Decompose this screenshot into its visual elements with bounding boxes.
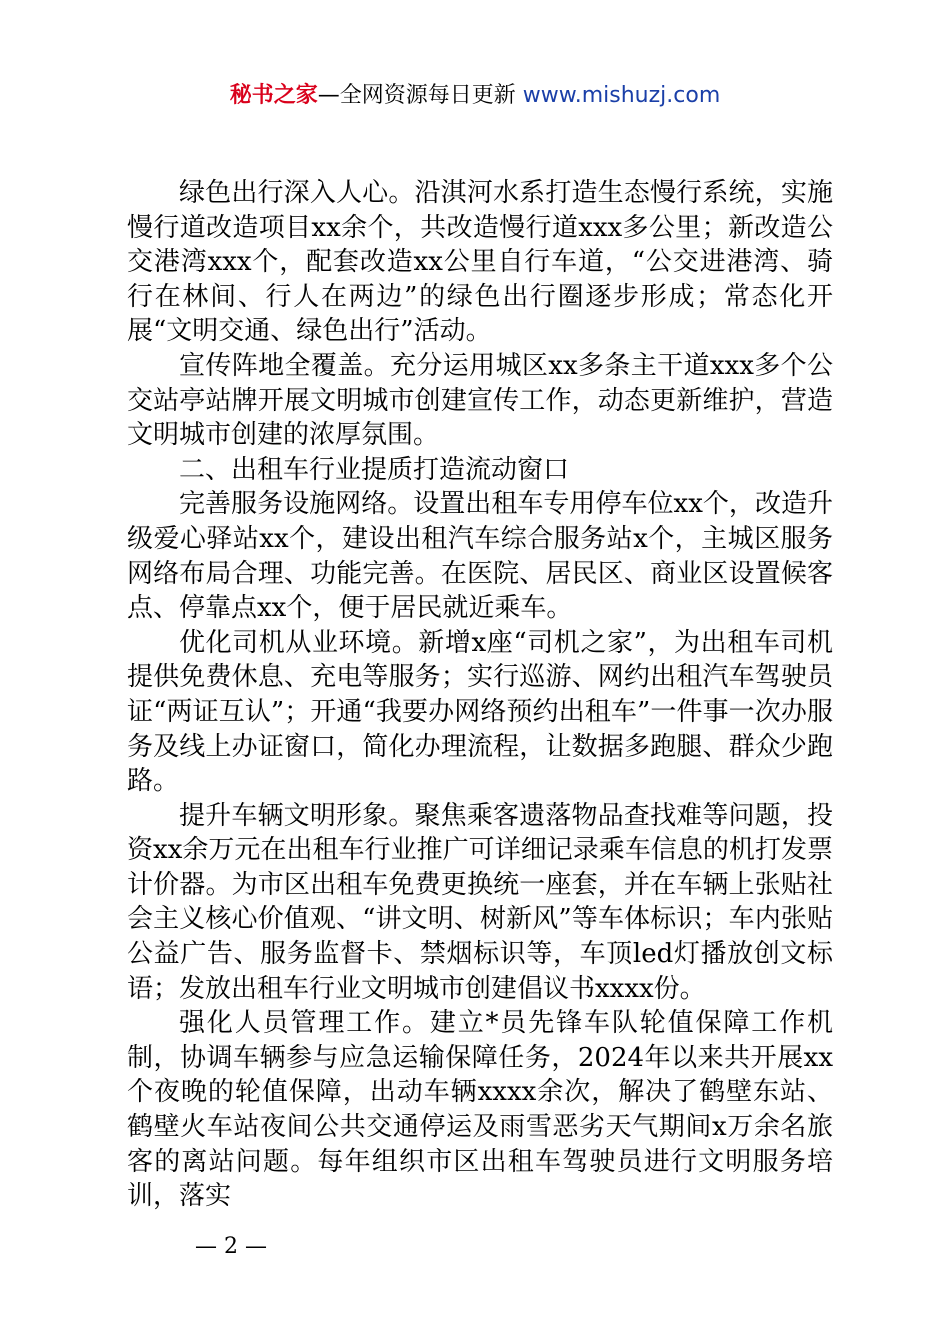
- paragraph-publicity: 宣传阵地全覆盖。充分运用城区xx多条主干道xxx多个公交站亭站牌开展文明城市创建宣传工作，动态更新维护，营造文明城市创建的浓厚氛围。: [127, 350, 833, 451]
- header-brand: 秘书之家: [229, 83, 318, 108]
- paragraph-vehicle-image: 提升车辆文明形象。聚焦乘客遗落物品查找难等问题，投资xx余万元在出租车行业推广可详细记录乘车信息的机打发票计价器。为市区出租车免费更换统一座套，并在车辆上张贴社会主义核心价值观、“讲文明、树新风”等车体标识；车内张贴公益广告、服务监督卡、禁烟标识等，车顶led灯播放创文标语；发放出租车行业文明城市创建倡议书xxxx份。: [127, 800, 833, 1004]
- paragraph-driver-environment: 优化司机从业环境。新增x座“司机之家”，为出租车司机提供免费休息、充电等服务；实行巡游、网约出租汽车驾驶员证“两证互认”；开通“我要办网络预约出租车”一件事一次办服务及线上办证窗口，简化办理流程，让数据多跑腿、群众少跑路。: [127, 627, 833, 797]
- paragraph-green-travel: 绿色出行深入人心。沿淇河水系打造生态慢行系统，实施慢行道改造项目xx余个，共改造慢行道xxx多公里；新改造公交港湾xxx个，配套改造xx公里自行车道，“公交进港湾、骑行在林间、行人在两边”的绿色出行圈逐步形成；常态化开展“文明交通、绿色出行”活动。: [127, 178, 833, 347]
- paragraph-service-network: 完善服务设施网络。设置出租车专用停车位xx个，改造升级爱心驿站xx个，建设出租汽车综合服务站x个，主城区服务网络布局合理、功能完善。在医院、居民区、商业区设置候客点、停靠点xx个，便于居民就近乘车。: [127, 489, 833, 624]
- paragraph-personnel-management: 强化人员管理工作。建立*员先锋车队轮值保障工作机制，协调车辆参与应急运输保障任务，2024年以来共开展xx个夜晚的轮值保障，出动车辆xxxx余次，解决了鹤壁东站、鹤壁火车站夜间公共交通停运及雨雪恶劣天气期间x万余名旅客的离站问题。每年组织市区出租车驾驶员进行文明服务培训，落实: [127, 1008, 833, 1212]
- document-body: [127, 176, 833, 1214]
- page-number: — 2 —: [195, 1234, 267, 1259]
- header-separator: —: [317, 83, 340, 108]
- header-slogan: 全网资源每日更新: [339, 83, 523, 108]
- section-heading-taxi: 二、出租车行业提质打造流动窗口: [179, 454, 570, 485]
- header-url[interactable]: www.mishuzj.com: [522, 83, 721, 108]
- page-header: [0, 80, 950, 112]
